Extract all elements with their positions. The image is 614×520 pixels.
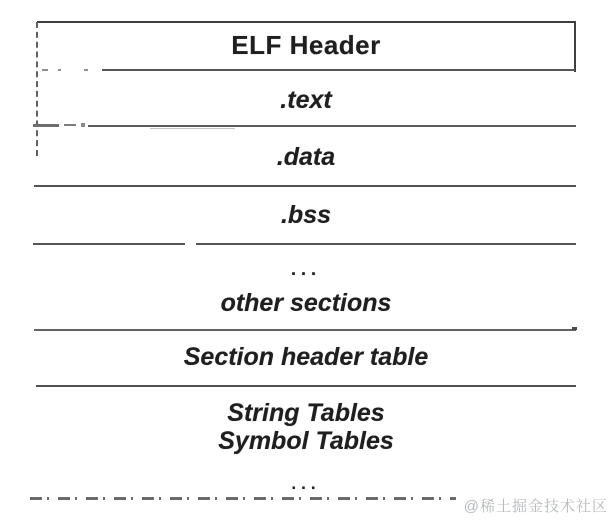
scan-speck — [84, 69, 88, 71]
separator-below-elf-header — [102, 69, 575, 71]
separator-below-data — [34, 185, 576, 187]
row-elf-header: ELF Header — [231, 30, 381, 60]
separator-below-text — [88, 125, 576, 127]
separator-below-bss-left — [33, 243, 185, 245]
separator-below-text-dash — [64, 124, 76, 126]
row-bss-section: .bss — [280, 201, 332, 229]
ellipsis-upper: ... — [290, 259, 321, 279]
elf-header-box-top-border — [37, 21, 576, 23]
scan-speck — [42, 69, 48, 71]
separator-below-bss-right — [196, 243, 576, 245]
row-section-header-table: Section header table — [183, 343, 429, 371]
watermark: @稀土掘金技术社区 — [463, 498, 608, 515]
row-symbol-tables: Symbol Tables — [218, 427, 394, 455]
separator-below-section-header-table — [36, 385, 576, 387]
scan-echo-line — [150, 128, 235, 129]
row-data-section: .data — [276, 143, 336, 171]
row-string-tables: String Tables — [227, 399, 385, 427]
separator-below-text-dash — [81, 123, 85, 127]
separator-below-text-dash — [33, 124, 59, 127]
scan-speck — [58, 69, 61, 71]
ellipsis-lower: ... — [291, 474, 321, 493]
separator-end-tick — [572, 327, 577, 330]
separator-below-other-sections — [34, 329, 576, 331]
row-other-sections: other sections — [220, 289, 392, 317]
row-text-section: .text — [280, 86, 332, 114]
